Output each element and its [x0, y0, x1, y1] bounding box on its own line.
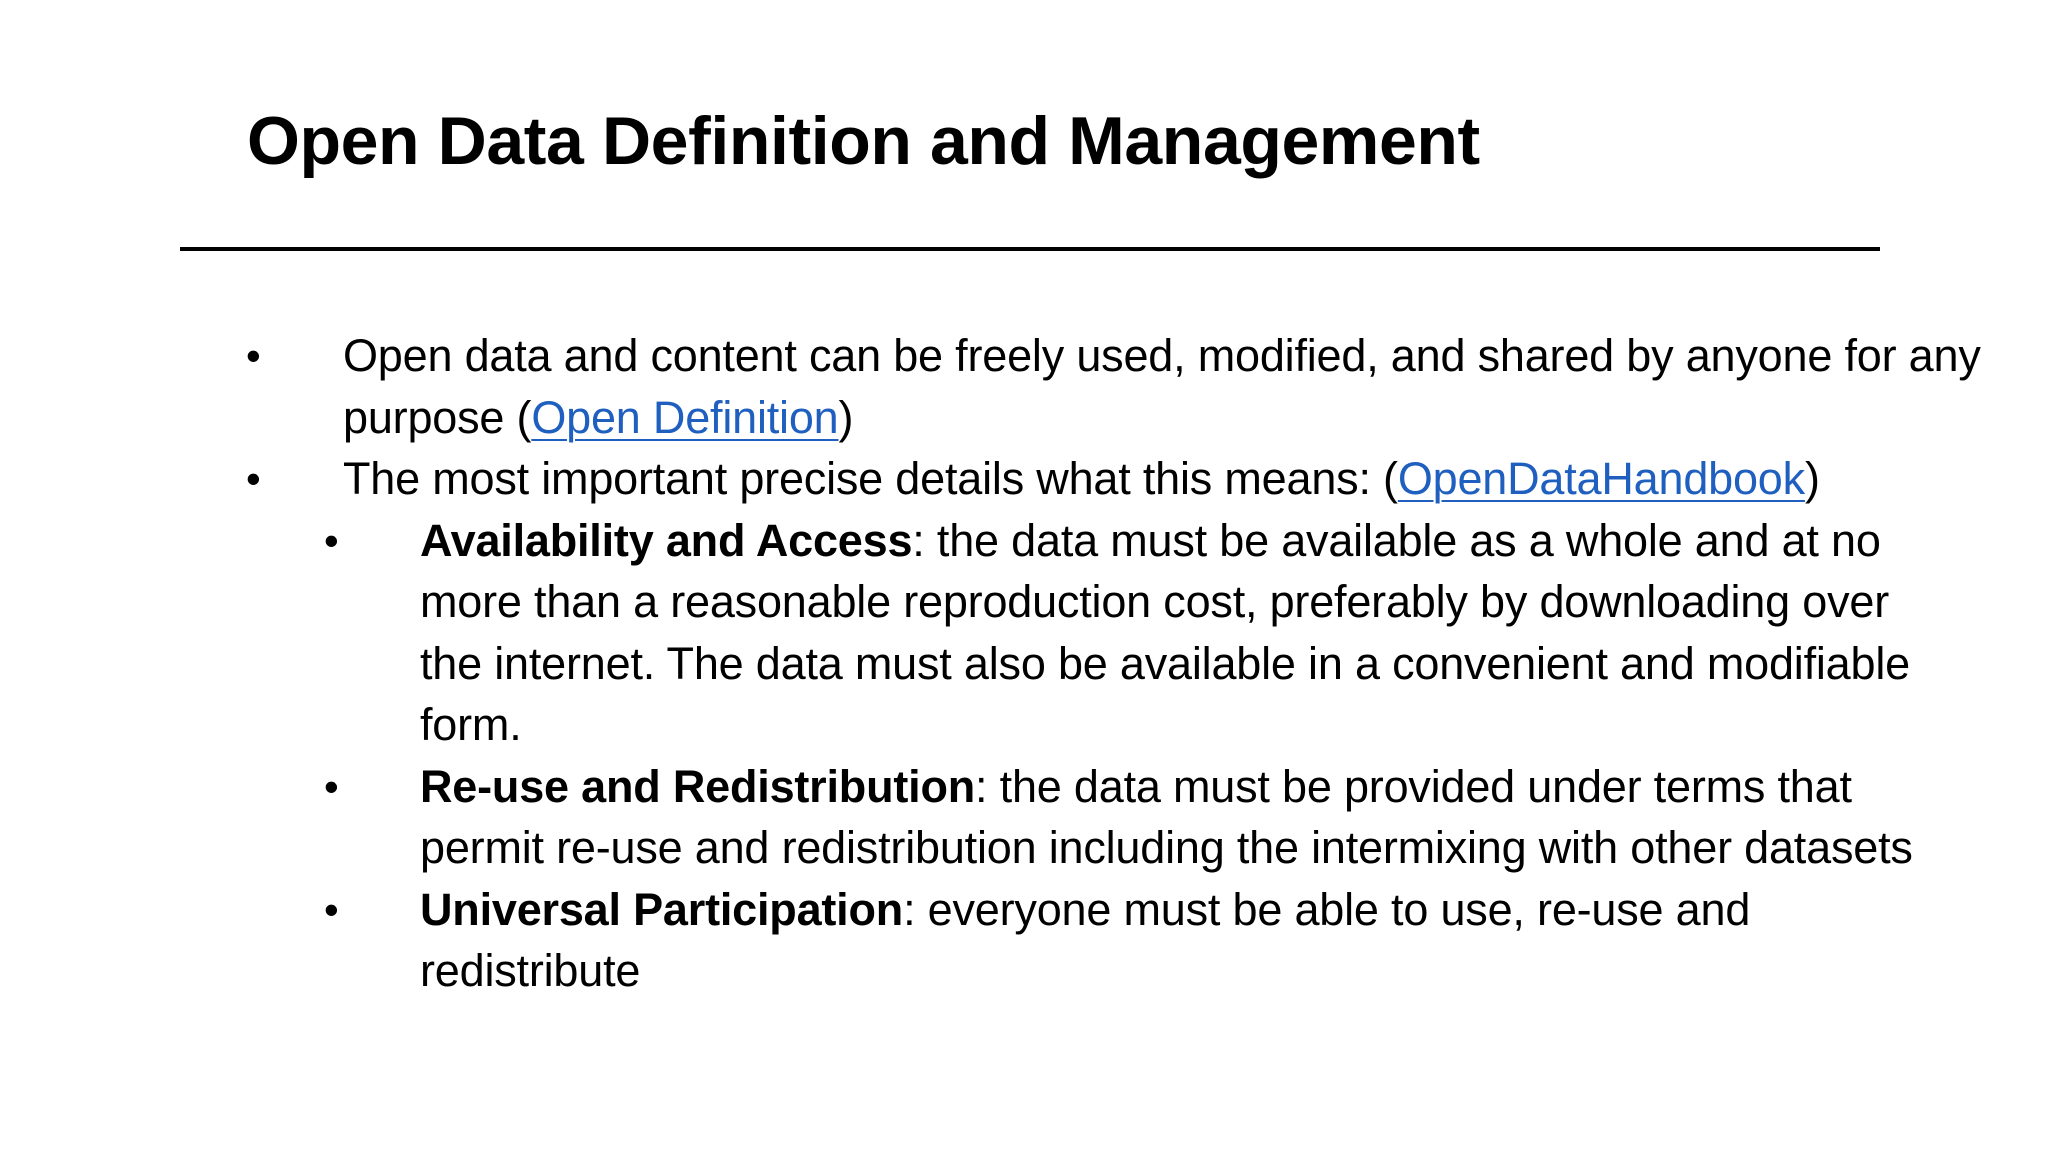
subbullet-text: : everyone must be able to use, re-use and redistribute	[420, 883, 1751, 996]
bullet-text: The most important precise details what this means: (	[343, 453, 1398, 504]
bullet-dot-icon: •	[324, 762, 339, 810]
bullet-text-end: )	[838, 391, 854, 443]
subbullet-text: : the data must be available as a whole and at no more than a reasonable reproduction cost, preferably by downloading over the internet. The data must also be available in a convenient and modifiable form.	[420, 514, 1910, 750]
bullet-text: Open data and content can be freely used, modified, and shared by anyone for any purpose (	[343, 330, 1981, 443]
subbullet-text: : the data must be provided under terms that permit re-use and redistribution including the intermixing with other datasets	[420, 760, 1913, 873]
bullet-dot-icon: •	[324, 516, 339, 564]
subbullet-term: Availability and Access	[420, 514, 913, 566]
bullet-precise-details	[0, 448, 2003, 510]
subbullet-reuse-redistribution	[0, 756, 1940, 879]
subbullet-universal-participation	[0, 879, 1940, 1002]
subbullet-availability-access	[0, 510, 1940, 756]
subbullet-term: Universal Participation	[420, 883, 904, 935]
bullet-dot-icon: •	[246, 332, 261, 379]
open-data-handbook-link[interactable]: OpenDataHandbook	[1397, 453, 1805, 504]
bullet-dot-icon: •	[324, 885, 339, 933]
bullet-text-end: )	[1804, 453, 1820, 504]
subbullet-term: Re-use and Redistribution	[420, 760, 976, 812]
slide-content	[0, 325, 2048, 1002]
bullet-dot-icon: •	[246, 455, 261, 502]
bullet-open-definition	[0, 325, 2003, 448]
title-divider	[180, 247, 1880, 251]
slide-title: Open Data Definition and Management	[247, 103, 1480, 179]
open-definition-link[interactable]: Open Definition	[531, 391, 839, 443]
